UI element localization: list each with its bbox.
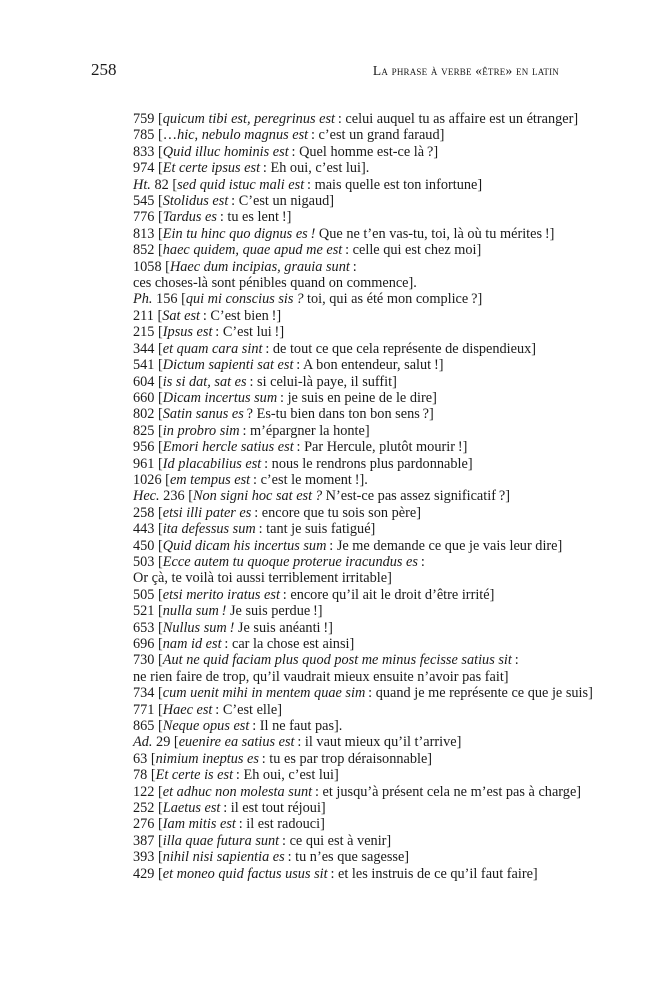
line-text: : il vaut mieux qu’il t’arrive] <box>294 734 462 751</box>
latin-text: euenire ea satius est <box>178 734 295 751</box>
line-text: : Je me demande ce que je vais leur dire] <box>326 537 563 554</box>
latin-text: Id placabilius est <box>162 455 262 472</box>
line-text: : de tout ce que cela représente de dispendieux] <box>262 340 537 357</box>
line-text: 521 [ <box>133 603 163 620</box>
citation-line <box>133 209 573 225</box>
line-text: : C’est un nigaud] <box>228 193 335 210</box>
latin-text: is si dat, sat es <box>162 373 247 390</box>
line-text: 1026 [ <box>133 471 170 488</box>
line-text: : encore qu’il ait le droit d’être irrité] <box>279 586 495 603</box>
latin-text: Ein tu hinc quo dignus es ! <box>162 225 316 242</box>
line-text: toi, qui as été mon complice ?] <box>303 291 483 308</box>
latin-text: hic, nebulo magnus est <box>177 127 309 144</box>
citation-line <box>133 111 579 127</box>
citation-line <box>133 685 593 702</box>
citation-line <box>133 669 573 685</box>
citation-line <box>133 636 573 652</box>
line-text: : celle qui est chez moi] <box>342 242 482 259</box>
latin-text: Dicam incertus sum <box>162 389 278 406</box>
citation-line <box>133 390 573 406</box>
latin-text: Ecce autem tu quoque proterue iracundus es <box>162 553 418 570</box>
citation-list <box>133 111 593 882</box>
citation-line <box>133 521 573 537</box>
latin-text: Ad. <box>133 734 153 751</box>
line-text: 771 [ <box>133 701 163 718</box>
line-text: : si celui-là paye, il suffit] <box>246 373 397 390</box>
line-text: 734 [ <box>133 685 163 702</box>
citation-line <box>133 538 573 554</box>
line-text: : tu n’es que sagesse] <box>284 849 410 866</box>
latin-text: Et certe is est <box>155 767 234 784</box>
latin-text: Satin sanus es <box>162 406 244 423</box>
citation-line <box>133 783 582 800</box>
latin-text: nam id est <box>162 636 222 652</box>
line-text: 852 [ <box>133 242 163 259</box>
citation-line <box>133 718 573 734</box>
line-text: : celui auquel tu as affaire est un étranger] <box>335 111 579 127</box>
citation-line <box>133 127 573 143</box>
line-text: 541 [ <box>133 357 163 374</box>
line-text: 503 [ <box>133 553 163 570</box>
citation-line <box>133 226 573 242</box>
line-text: N’est-ce pas assez significatif ?] <box>322 488 510 505</box>
line-text: 450 [ <box>133 537 163 554</box>
citation-line <box>133 734 573 750</box>
citation-line <box>133 324 573 340</box>
line-text: 429 [ <box>133 865 163 882</box>
line-text: : car la chose est ainsi] <box>221 636 355 652</box>
latin-text: Hec. <box>133 488 160 505</box>
line-text: : C’est elle] <box>212 701 282 718</box>
line-text: : nous le rendrons plus pardonnable] <box>261 455 473 472</box>
line-text: : Quel homme est-ce là ?] <box>288 143 439 160</box>
line-text: 505 [ <box>133 586 163 603</box>
citation-line <box>133 652 573 668</box>
citation-line <box>133 439 573 455</box>
line-text: : et les instruis de ce qu’il faut faire] <box>327 865 538 882</box>
line-text: 833 [ <box>133 143 163 160</box>
line-text: Je suis anéanti !] <box>234 619 333 636</box>
line-text: ? Es-tu bien dans ton bon sens ?] <box>243 406 434 423</box>
citation-line <box>133 866 573 882</box>
line-text: 156 [ <box>152 291 186 308</box>
line-text: ces choses-là sont pénibles quand on commence]. <box>133 275 417 292</box>
latin-text: nimium ineptus es <box>155 750 259 767</box>
line-text: Que ne t’en vas-tu, toi, là où tu mérites !] <box>315 225 555 242</box>
latin-text: ita defessus sum <box>162 521 256 538</box>
latin-text: etsi merito iratus est <box>162 586 280 603</box>
citation-line <box>133 291 573 307</box>
latin-text: Haec dum incipias, grauia sunt <box>169 258 350 275</box>
line-text: : m’épargner la honte] <box>239 422 370 439</box>
line-text: 545 [ <box>133 193 163 210</box>
latin-text: Haec est <box>162 701 213 718</box>
line-text: Or çà, te voilà toi aussi terriblement irritable] <box>133 570 392 587</box>
line-text: 122 [ <box>133 783 163 800</box>
citation-line <box>133 702 573 718</box>
citation-line <box>133 800 573 816</box>
line-text: 759 [ <box>133 111 163 127</box>
citation-line <box>133 472 573 488</box>
latin-text: et quam cara sint <box>162 340 263 357</box>
citation-line <box>133 570 573 586</box>
line-text: 604 [ <box>133 373 163 390</box>
citation-line <box>133 456 573 472</box>
line-text: : <box>349 258 357 275</box>
line-text: 660 [ <box>133 389 163 406</box>
citation-line <box>133 193 573 209</box>
citation-line <box>133 767 573 783</box>
line-text: : ce qui est à venir] <box>279 832 392 849</box>
running-head: La phrase à verbe «être» en latin <box>372 63 559 78</box>
line-text: 653 [ <box>133 619 163 636</box>
line-text: 63 [ <box>133 750 156 767</box>
citation-line <box>133 554 573 570</box>
latin-text: sed quid istuc mali est <box>177 176 305 193</box>
citation-line <box>133 833 573 849</box>
latin-text: Stolidus est <box>162 193 229 210</box>
latin-text: Ph. <box>133 291 153 308</box>
latin-text: et moneo quid factus usus sit <box>162 865 328 882</box>
page-number: 258 <box>91 60 117 79</box>
latin-text: Ipsus est <box>162 324 213 341</box>
line-text: : C’est lui !] <box>212 324 285 341</box>
latin-text: in probro sim <box>162 422 240 439</box>
citation-line <box>133 587 573 603</box>
line-text: : Il ne faut pas]. <box>249 718 343 735</box>
line-text: 344 [ <box>133 340 163 357</box>
line-text: 813 [ <box>133 225 163 242</box>
line-text: 785 [… <box>133 127 178 144</box>
line-text: 865 [ <box>133 718 163 735</box>
line-text: 443 [ <box>133 521 163 538</box>
line-text: 387 [ <box>133 832 163 849</box>
latin-text: etsi illi pater es <box>162 504 252 521</box>
latin-text: quicum tibi est, peregrinus est <box>162 111 335 127</box>
citation-line <box>133 177 573 193</box>
line-text: 211 [ <box>133 307 163 324</box>
line-text: 1058 [ <box>133 258 170 275</box>
line-text: 825 [ <box>133 422 163 439</box>
line-text: ne rien faire de trop, qu’il vaudrait mieux ensuite n’avoir pas fait] <box>133 668 509 685</box>
line-text: : mais quelle est ton infortune] <box>304 176 483 193</box>
citation-line <box>133 160 573 176</box>
line-text: : il est radouci] <box>235 816 325 833</box>
latin-text: Emori hercle satius est <box>162 439 294 456</box>
line-text: : Eh oui, c’est lui] <box>233 767 339 784</box>
line-text: 974 [ <box>133 160 163 177</box>
latin-text: cum uenit mihi in mentem quae sim <box>162 685 366 702</box>
citation-line <box>133 620 573 636</box>
citation-line <box>133 259 573 275</box>
line-text: : il est tout réjoui] <box>220 800 326 817</box>
line-text: 276 [ <box>133 816 163 833</box>
citation-line <box>133 849 573 865</box>
line-text: : <box>417 553 425 570</box>
line-text: : c’est un grand faraud] <box>308 127 445 144</box>
line-text: : tu es lent !] <box>216 209 292 226</box>
line-text: : quand je me représente ce que je suis] <box>365 685 593 702</box>
citation-line <box>133 406 573 422</box>
citation-line <box>133 341 573 357</box>
line-text: : c’est le moment !]. <box>250 471 368 488</box>
citation-line <box>133 603 573 619</box>
citation-line <box>133 275 573 291</box>
latin-text: nulla sum ! <box>162 603 227 620</box>
latin-text: Neque opus est <box>162 718 250 735</box>
page-header <box>91 60 559 80</box>
line-text: : Par Hercule, plutôt mourir !] <box>293 439 468 456</box>
latin-text: et adhuc non molesta sunt <box>162 783 313 800</box>
citation-line <box>133 751 573 767</box>
line-text: 258 [ <box>133 504 163 521</box>
latin-text: Ht. <box>133 176 151 193</box>
citation-line <box>133 242 573 258</box>
line-text: 82 [ <box>150 176 178 193</box>
latin-text: Quid dicam his incertus sum <box>162 537 327 554</box>
line-text: : tu es par trop déraisonnable] <box>258 750 433 767</box>
citation-line <box>133 423 573 439</box>
latin-text: illa quae futura sunt <box>162 832 280 849</box>
line-text: : C’est bien !] <box>199 307 282 324</box>
citation-line <box>133 505 573 521</box>
line-text: 215 [ <box>133 324 163 341</box>
line-text: : tant je suis fatigué] <box>255 521 376 538</box>
line-text: : et jusqu’à présent cela ne m’est pas à charge] <box>312 783 582 800</box>
latin-text: Aut ne quid faciam plus quod post me minus fecisse satius sit <box>162 652 512 669</box>
line-text: 956 [ <box>133 439 163 456</box>
latin-text: Dictum sapienti sat est <box>162 357 294 374</box>
line-text: 393 [ <box>133 849 163 866</box>
citation-line <box>133 816 573 832</box>
line-text: 802 [ <box>133 406 163 423</box>
line-text: : A bon entendeur, salut !] <box>293 357 444 374</box>
line-text: 29 [ <box>152 734 179 751</box>
line-text: : <box>511 652 519 669</box>
latin-text: Quid illuc hominis est <box>162 143 289 160</box>
latin-text: Iam mitis est <box>162 816 236 833</box>
line-text: 776 [ <box>133 209 163 226</box>
citation-line <box>133 374 573 390</box>
citation-line <box>133 144 573 160</box>
latin-text: Tardus es <box>162 209 217 226</box>
latin-text: Sat est <box>162 307 200 324</box>
line-text: 961 [ <box>133 455 163 472</box>
citation-line <box>133 308 573 324</box>
line-text: : encore que tu sois son père] <box>251 504 421 521</box>
line-text: : je suis en peine de le dire] <box>277 389 437 406</box>
citation-line <box>133 357 573 373</box>
latin-text: Non signi hoc sat est ? <box>192 488 323 505</box>
latin-text: nihil nisi sapientia es <box>162 849 285 866</box>
line-text: 252 [ <box>133 800 163 817</box>
latin-text: qui mi conscius sis ? <box>185 291 304 308</box>
line-text: 730 [ <box>133 652 163 669</box>
latin-text: haec quidem, quae apud me est <box>162 242 343 259</box>
latin-text: Et certe ipsus est <box>162 160 261 177</box>
citation-line <box>133 488 573 504</box>
line-text: 236 [ <box>159 488 193 505</box>
line-text: 696 [ <box>133 636 163 652</box>
line-text: : Eh oui, c’est lui]. <box>260 160 370 177</box>
latin-text: em tempus est <box>169 471 251 488</box>
latin-text: Nullus sum ! <box>162 619 235 636</box>
latin-text: Laetus est <box>162 800 221 817</box>
line-text: 78 [ <box>133 767 156 784</box>
line-text: Je suis perdue !] <box>226 603 323 620</box>
